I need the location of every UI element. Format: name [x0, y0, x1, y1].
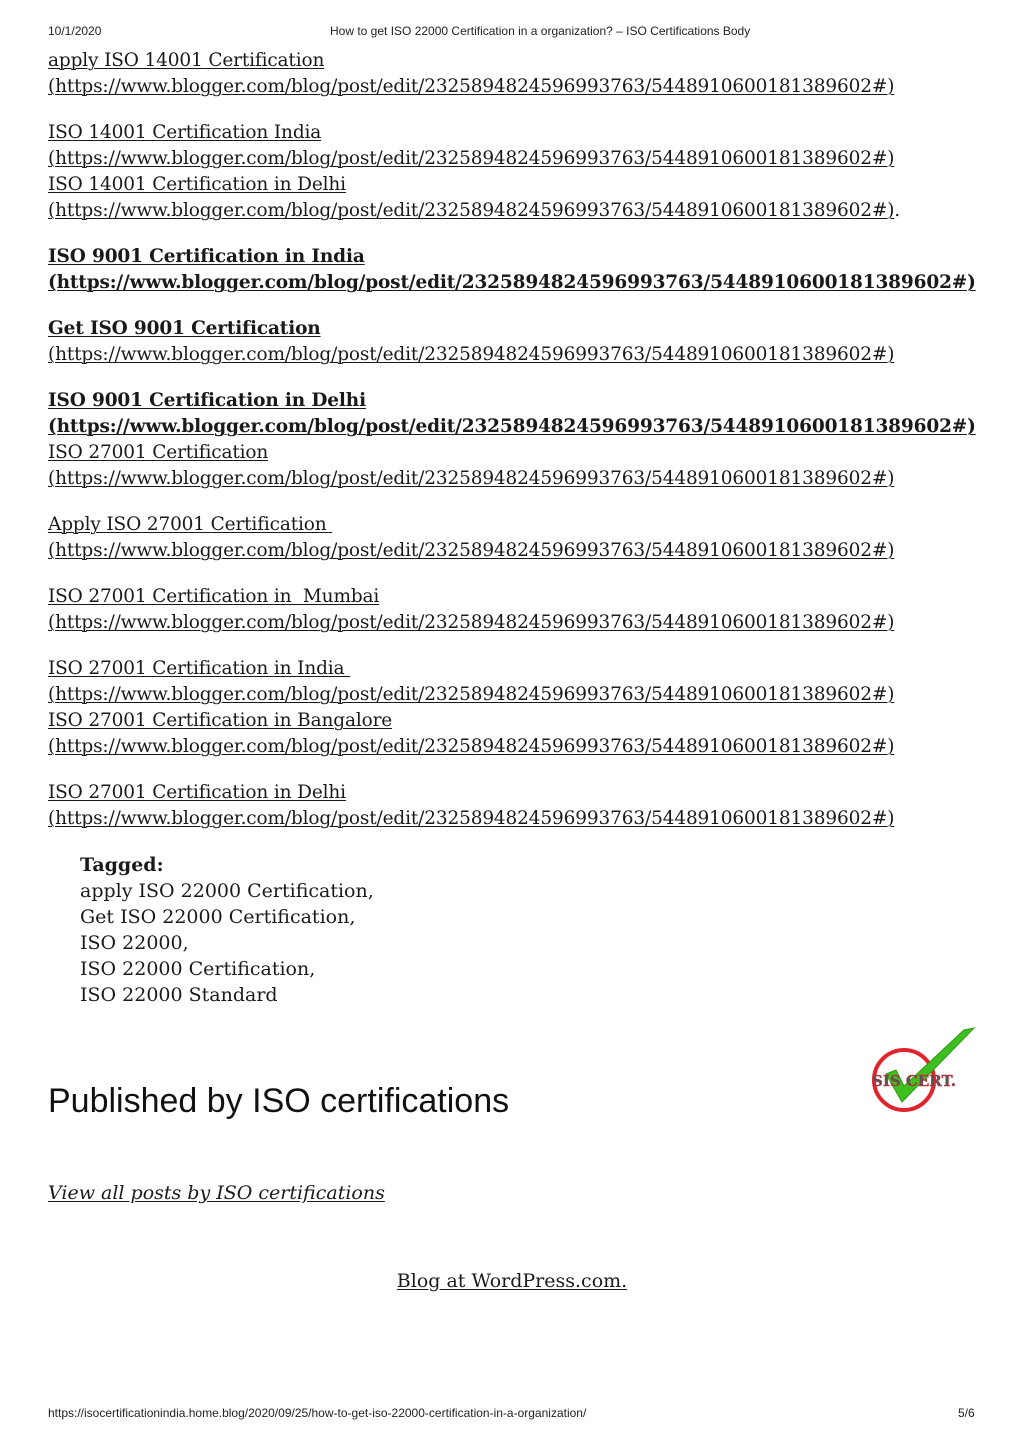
link-url[interactable]: (https://www.blogger.com/blog/post/edit/2325894824596993763/5448910600181389602#) — [48, 468, 895, 489]
link-iso-9001-india[interactable]: ISO 9001 Certification in India — [48, 246, 365, 267]
tag-link[interactable]: ISO 22000, — [80, 932, 189, 954]
link-url[interactable]: (https://www.blogger.com/blog/post/edit/2325894824596993763/5448910600181389602#) — [48, 612, 895, 633]
link-url[interactable]: (https://www.blogger.com/blog/post/edit/2325894824596993763/5448910600181389602#) — [48, 76, 895, 97]
link-iso-27001-india[interactable]: ISO 27001 Certification in India — [48, 658, 351, 679]
link-url[interactable]: (https://www.blogger.com/blog/post/edit/2325894824596993763/5448910600181389602#) — [48, 148, 895, 169]
link-url[interactable]: (https://www.blogger.com/blog/post/edit/2325894824596993763/5448910600181389602#) — [48, 808, 895, 829]
link-url[interactable]: (https://www.blogger.com/blog/post/edit/2325894824596993763/5448910600181389602#) — [48, 200, 895, 221]
print-page-title: How to get ISO 22000 Certification in a organization? – ISO Certifications Body — [330, 24, 751, 38]
link-url[interactable]: (https://www.blogger.com/blog/post/edit/2325894824596993763/5448910600181389602#) — [48, 684, 895, 705]
link-group — [48, 512, 978, 564]
print-page-number: 5/6 — [958, 1406, 975, 1420]
link-group — [48, 656, 978, 760]
link-iso-27001-bangalore[interactable]: ISO 27001 Certification in Bangalore — [48, 710, 393, 731]
link-iso-14001-delhi[interactable]: ISO 14001 Certification in Delhi — [48, 174, 346, 195]
print-header — [0, 24, 1024, 40]
author-avatar-logo — [864, 1024, 980, 1120]
tagged-heading: Tagged: — [80, 854, 164, 876]
link-iso-27001-delhi[interactable]: ISO 27001 Certification in Delhi — [48, 782, 346, 803]
link-url[interactable]: (https://www.blogger.com/blog/post/edit/2325894824596993763/5448910600181389602#) — [48, 540, 895, 561]
link-group — [48, 780, 978, 832]
tag-link[interactable]: ISO 22000 Standard — [80, 984, 278, 1006]
link-iso-9001-delhi[interactable]: ISO 9001 Certification in Delhi — [48, 390, 366, 411]
link-apply-iso-27001[interactable]: Apply ISO 27001 Certification — [48, 514, 333, 535]
sentence-period: . — [894, 200, 901, 221]
link-get-iso-9001[interactable]: Get ISO 9001 Certification — [48, 318, 321, 339]
logo-text: SIS CERT. — [872, 1072, 956, 1090]
view-all-posts-link[interactable]: View all posts by ISO certifications — [48, 1182, 385, 1204]
link-group — [48, 388, 978, 492]
link-url[interactable]: (https://www.blogger.com/blog/post/edit/2325894824596993763/5448910600181389602#) — [48, 272, 976, 293]
link-iso-14001-india[interactable]: ISO 14001 Certification India — [48, 122, 322, 143]
link-group — [48, 244, 978, 296]
post-content — [48, 48, 978, 832]
print-date: 10/1/2020 — [48, 24, 102, 38]
link-group — [48, 584, 978, 636]
site-credit — [0, 1270, 1024, 1292]
wordpress-credit-link[interactable]: Blog at WordPress.com. — [396, 1270, 628, 1292]
link-iso-27001-mumbai[interactable]: ISO 27001 Certification in Mumbai — [48, 586, 380, 607]
link-url[interactable]: (https://www.blogger.com/blog/post/edit/2325894824596993763/5448910600181389602#) — [48, 344, 895, 365]
print-url: https://isocertificationindia.home.blog/2020/09/25/how-to-get-iso-22000-certification-in-a-organization/ — [48, 1406, 587, 1420]
tagged-section — [80, 852, 374, 1008]
link-group — [48, 48, 978, 100]
link-apply-iso-14001[interactable]: apply ISO 14001 Certification — [48, 50, 325, 71]
link-url[interactable]: (https://www.blogger.com/blog/post/edit/2325894824596993763/5448910600181389602#) — [48, 736, 895, 757]
link-iso-27001[interactable]: ISO 27001 Certification — [48, 442, 269, 463]
link-url[interactable]: (https://www.blogger.com/blog/post/edit/2325894824596993763/5448910600181389602#) — [48, 416, 976, 437]
tag-link[interactable]: Get ISO 22000 Certification, — [80, 906, 356, 928]
tag-link[interactable]: ISO 22000 Certification, — [80, 958, 316, 980]
author-heading: Published by ISO certifications — [48, 1082, 510, 1120]
link-group — [48, 120, 978, 224]
link-group — [48, 316, 978, 368]
tag-link[interactable]: apply ISO 22000 Certification, — [80, 880, 374, 902]
